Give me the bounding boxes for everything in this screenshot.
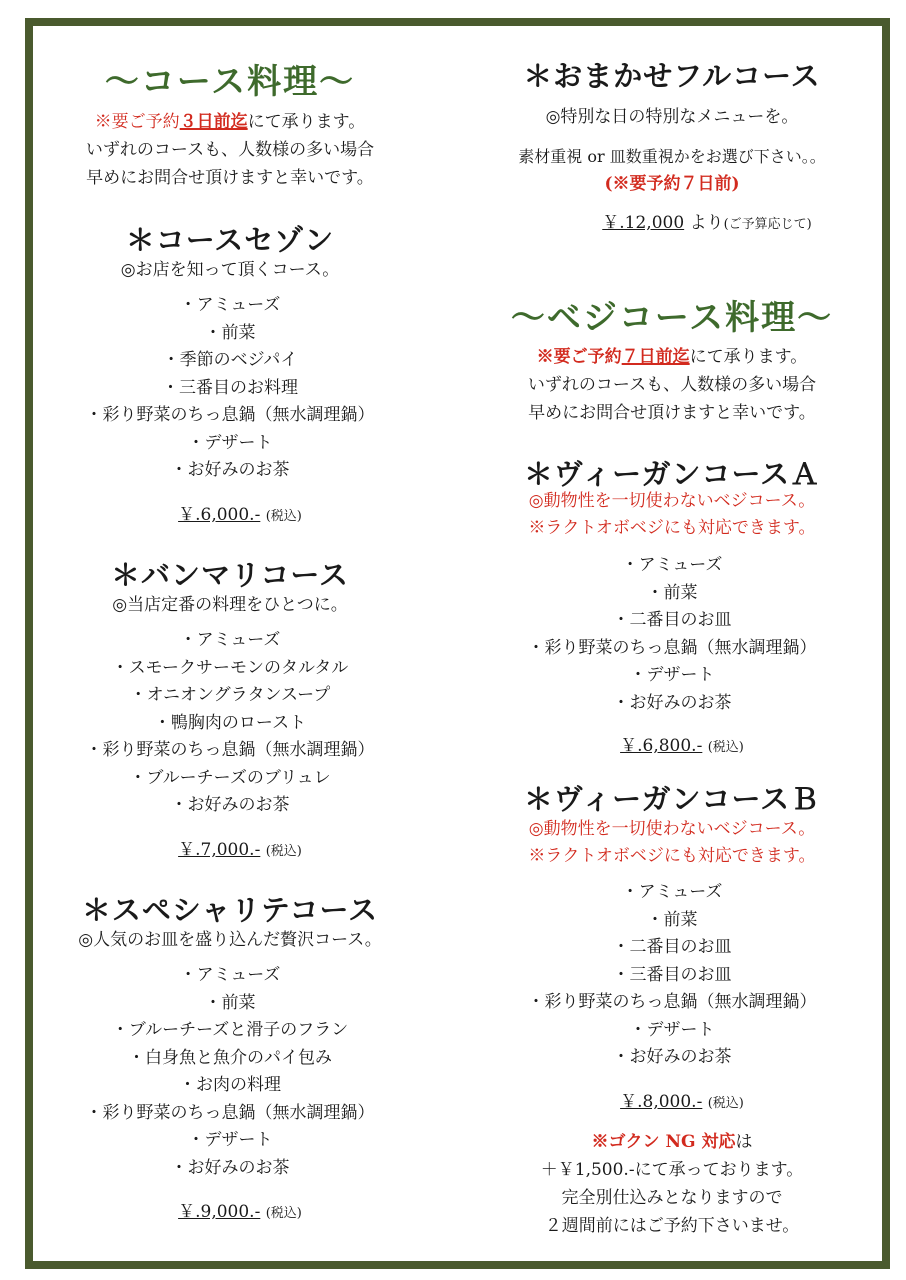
notice-red-prefix: ※要ご予約	[536, 347, 622, 367]
list-item: ・二番目のお皿	[612, 610, 732, 630]
list-item: ・彩り野菜のちっ息鍋（無水調理鍋）	[527, 992, 817, 1012]
list-item: ・季節のベジパイ	[162, 350, 298, 370]
list-item: ・彩り野菜のちっ息鍋（無水調理鍋）	[85, 405, 375, 425]
list-item: ・前菜	[646, 909, 698, 930]
list-item: ・デザート	[629, 665, 715, 685]
vegan-b-price	[472, 1087, 872, 1112]
notice-red-emph: ７日前迄	[621, 347, 690, 367]
list-item: ・お好みのお茶	[612, 1047, 732, 1067]
list-item: ・三番目のお料理	[162, 377, 298, 398]
course-bainmarie-items	[30, 627, 430, 820]
gokun-line3: 完全別仕込みとなりますので	[561, 1188, 783, 1208]
notice-suffix: にて承ります。	[247, 112, 366, 132]
vege-reservation-notice	[472, 343, 872, 427]
gokun-ng-notice	[472, 1128, 872, 1240]
list-item: ・彩り野菜のちっ息鍋（無水調理鍋）	[85, 1102, 375, 1123]
vegan-a-desc1: ◎動物性を一切使わないベジコース。	[528, 491, 816, 511]
list-item: ・デザート	[629, 1019, 715, 1040]
price-note: (ご予算応じて)	[723, 217, 812, 232]
price-amount: ￥.9,000.-	[178, 1202, 261, 1222]
list-item: ・彩り野菜のちっ息鍋（無水調理鍋）	[527, 637, 817, 658]
list-item: ・お肉の料理	[179, 1075, 281, 1095]
vegan-a-desc2: ※ラクトオボベジにも対応できます。	[528, 518, 816, 538]
list-item: ・ブルーチーズと滑子のフラン	[111, 1020, 349, 1040]
course-specialite-desc: ◎人気のお皿を盛り込んだ贅沢コース。	[78, 930, 382, 950]
course-saison-items	[30, 292, 430, 485]
vege-section-title: 〜ベジコース料理〜	[510, 298, 834, 338]
list-item: ・アミューズ	[179, 630, 281, 650]
course-section-title: 〜コース料理〜	[104, 62, 356, 102]
notice-suffix: にて承ります。	[689, 347, 808, 367]
course-specialite-price	[30, 1197, 430, 1222]
gokun-red-text: ※ゴクン NG 対応	[591, 1132, 736, 1152]
list-item: ・お好みのお茶	[170, 795, 290, 815]
price-note: (税込)	[707, 1096, 744, 1111]
omakase-line2: 素材重視 or 皿数重視かをお選び下さい。。	[518, 147, 826, 166]
gokun-line2: ＋￥1,500.-にて承っております。	[540, 1160, 804, 1180]
omakase-price	[472, 208, 872, 233]
list-item: ・デザート	[187, 432, 273, 453]
price-amount: ￥.8,000.-	[620, 1092, 703, 1112]
list-item: ・デザート	[187, 1130, 273, 1150]
list-item: ・アミューズ	[621, 882, 723, 902]
course-bainmarie-desc: ◎当店定番の料理をひとつに。	[112, 595, 348, 615]
omakase-title: ＊おまかせフルコース	[523, 59, 821, 93]
course-bainmarie-price	[30, 835, 430, 860]
vegan-a-price	[472, 731, 872, 756]
price-suffix: より	[689, 213, 724, 233]
course-specialite-items	[30, 962, 430, 1182]
notice-line3: 早めにお問合せ頂けますと幸いです。	[528, 403, 816, 423]
notice-line2: いずれのコースも、人数様の多い場合	[527, 375, 817, 395]
course-saison-title: ＊コースセゾン	[125, 223, 335, 257]
price-amount: ￥.12,000	[602, 213, 685, 233]
course-bainmarie-title: ＊バンマリコース	[111, 558, 349, 592]
list-item: ・前菜	[646, 582, 698, 603]
course-reservation-notice	[30, 108, 430, 192]
notice-red-emph: ３日前迄	[179, 112, 248, 132]
notice-red-prefix: ※要ご予約	[94, 112, 180, 132]
price-amount: ￥.7,000.-	[178, 840, 261, 860]
course-saison-price	[30, 500, 430, 525]
list-item: ・お好みのお茶	[612, 692, 732, 713]
list-item: ・お好みのお茶	[170, 460, 290, 480]
price-note: (税込)	[265, 1206, 302, 1221]
list-item: ・アミューズ	[621, 555, 723, 575]
price-amount: ￥.6,000.-	[178, 505, 261, 525]
vegan-a-title: ＊ヴィーガンコースＡ	[523, 457, 821, 491]
list-item: ・二番目のお皿	[612, 937, 732, 957]
notice-line2: いずれのコースも、人数様の多い場合	[85, 140, 375, 160]
list-item: ・前菜	[204, 322, 256, 343]
omakase-red-note: (※要予約７日前)	[604, 174, 740, 194]
list-item: ・三番目のお皿	[612, 964, 732, 985]
list-item: ・お好みのお茶	[170, 1157, 290, 1178]
vegan-b-items	[472, 879, 872, 1072]
vegan-b-desc1: ◎動物性を一切使わないベジコース。	[528, 819, 816, 839]
list-item: ・鴨胸肉のロースト	[153, 712, 307, 733]
price-note: (税込)	[707, 740, 744, 755]
list-item: ・白身魚と魚介のパイ包み	[128, 1047, 332, 1068]
vegan-b-desc2: ※ラクトオボベジにも対応できます。	[528, 846, 816, 866]
course-saison-desc: ◎お店を知って頂くコース。	[120, 260, 340, 280]
price-note: (税込)	[265, 844, 302, 859]
list-item: ・彩り野菜のちっ息鍋（無水調理鍋）	[85, 740, 375, 760]
list-item: ・アミューズ	[179, 295, 281, 315]
list-item: ・オニオングラタンスープ	[129, 685, 331, 705]
gokun-suffix: は	[735, 1132, 753, 1152]
price-amount: ￥.6,800.-	[620, 736, 703, 756]
omakase-line1: ◎特別な日の特別なメニューを。	[545, 107, 799, 127]
list-item: ・アミューズ	[179, 965, 281, 985]
list-item: ・スモークサーモンのタルタル	[111, 657, 349, 678]
notice-line3: 早めにお問合せ頂けますと幸いです。	[86, 168, 374, 188]
list-item: ・前菜	[204, 992, 256, 1013]
vegan-b-title: ＊ヴィーガンコースＢ	[523, 782, 821, 816]
price-note: (税込)	[265, 509, 302, 524]
vegan-a-items	[472, 552, 872, 717]
list-item: ・ブルーチーズのブリュレ	[129, 767, 331, 788]
gokun-line4: ２週間前にはご予約下さいませ。	[544, 1216, 800, 1236]
course-specialite-title: ＊スペシャリテコース	[81, 893, 379, 927]
